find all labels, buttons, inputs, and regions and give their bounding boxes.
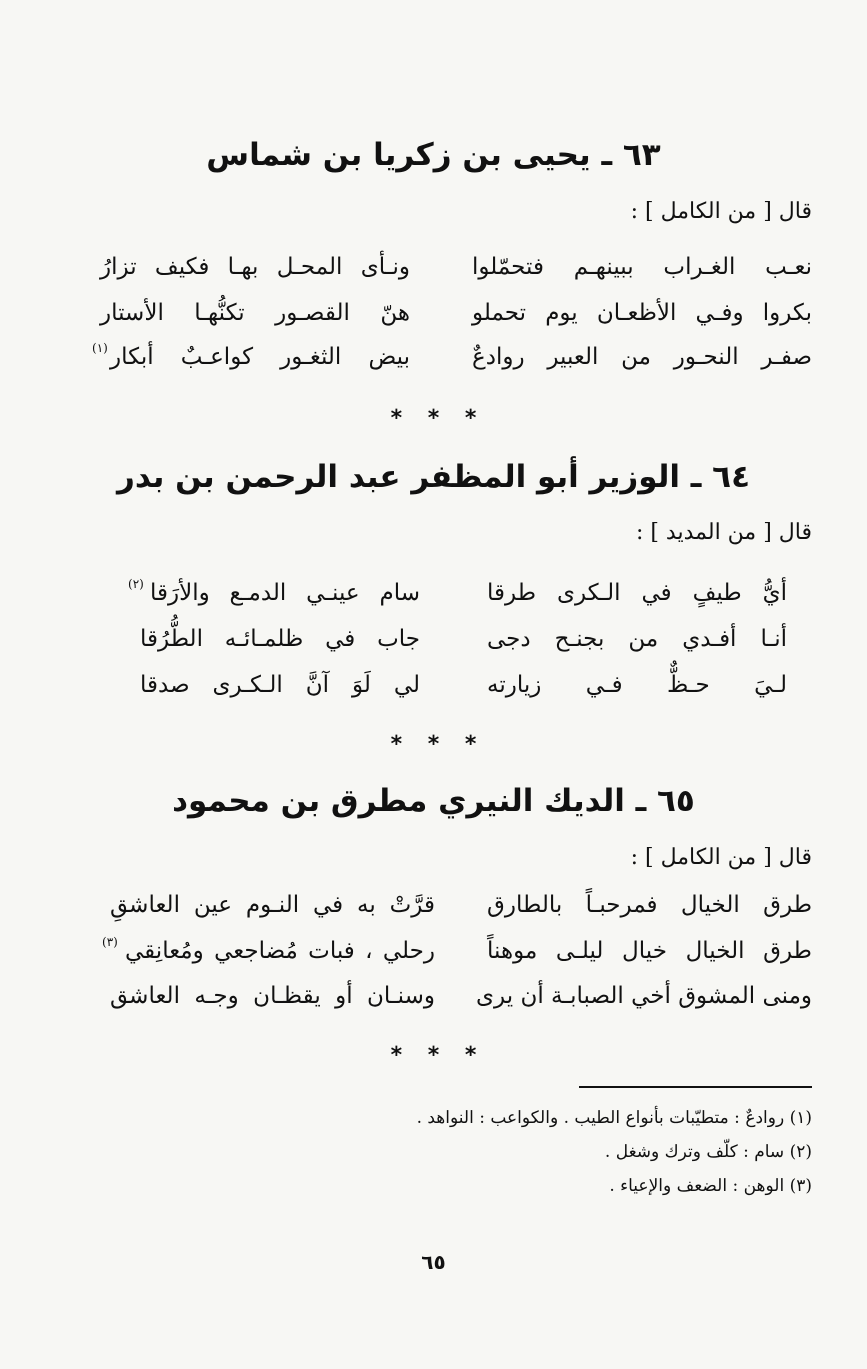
verse-first-hemistich: ومنى المشوق أخي الصبابـة أن يرى: [476, 983, 812, 1009]
verse-first-hemistich: أيُّ طيفٍ في الـكرى طرقا: [487, 580, 787, 606]
verse-first-hemistich: لـيَ حـظٌّ فـي زيارته: [487, 672, 787, 698]
section-separator: * * *: [390, 732, 477, 757]
verse-second-hemistich: لي لَوَ آنَّ الـكـرى صدقا: [140, 672, 420, 698]
section-separator: * * *: [390, 1043, 477, 1068]
verse-second-hemistich: سام عينـي الدمـع والأرَقا: [150, 580, 420, 606]
verse-second-hemistich: وسنـان أو يقظـان وجـه العاشق: [110, 983, 435, 1009]
verse-first-hemistich: صفـر النحـور من العبير روادعٌ: [472, 344, 812, 370]
verse-second-hemistich: هنّ القصـور تكنُّهـا الأستار: [100, 300, 410, 326]
verse-first-hemistich: طرق الخيال خيال ليلـى موهناً: [487, 938, 812, 964]
verse-second-hemistich: رحلي ، فبات مُضاجعي ومُعانِقي: [125, 938, 435, 964]
footnote-divider: [579, 1086, 812, 1088]
meter-intro: قال [ من الكامل ] :: [630, 199, 812, 224]
verse-line: طرق الخيال خيال ليلـى موهناً رحلي ، فبات مُضاجعي ومُعانِقي (٣): [110, 930, 812, 972]
page-number: ٦٥: [421, 1250, 446, 1274]
verse-first-hemistich: طرق الخيال فمرحبـاً بالطارق: [487, 892, 812, 918]
verse-second-hemistich: ونـأى المحـل بهـا فكيف تزارُ: [100, 254, 410, 280]
footnote: (٣) الوهن : الضعف والإعياء .: [609, 1176, 812, 1196]
verse-first-hemistich: نعـب الغـراب ببينهـم فتحمّلوا: [472, 254, 812, 280]
meter-intro: قال [ من الكامل ] :: [630, 845, 812, 870]
verse-line: [100, 246, 812, 288]
section-heading: ٦٤ ـ الوزير أبو المظفر عبد الرحمن بن بدر: [116, 459, 751, 495]
verse-line: [140, 618, 787, 660]
verse-line: [110, 884, 812, 926]
verse-line: أيُّ طيفٍ في الـكرى طرقا سام عينـي الدمـع والأرَقا (٢): [140, 572, 787, 614]
meter-intro: قال [ من المديد ] :: [635, 520, 812, 545]
verse-line: [100, 292, 812, 334]
verse-line: [110, 975, 812, 1017]
verse-line: صفـر النحـور من العبير روادعٌ بيض الثغـور كواعـبٌ أبكار (١): [100, 336, 812, 378]
verse-text: بيض الثغـور كواعـبٌ أبكار: [110, 344, 410, 370]
section-heading: ٦٣ ـ يحيى بن زكريا بن شماس: [206, 137, 661, 173]
footnote: (٢) سام : كلّف وترك وشغل .: [604, 1142, 812, 1162]
verse-second-hemistich: [110, 336, 410, 378]
verse-first-hemistich: بكروا وفـي الأظعـان يوم تحملو: [472, 300, 812, 326]
section-separator: * * *: [390, 406, 477, 431]
footnote: (١) روادعٌ : متطيّبات بأنواع الطيب . والكواعب : النواهد .: [416, 1108, 812, 1128]
verse-line: [140, 664, 787, 706]
verse-first-hemistich: أنـا أفـدي من بجنـح دجى: [487, 626, 787, 652]
verse-second-hemistich: قرَّتْ به في النـوم عين العاشقِ: [110, 892, 435, 918]
section-heading: ٦٥ ـ الديك النيري مطرق بن محمود: [172, 783, 695, 819]
verse-second-hemistich: جاب في ظلمـائـه الطُّرُقا: [140, 626, 420, 652]
